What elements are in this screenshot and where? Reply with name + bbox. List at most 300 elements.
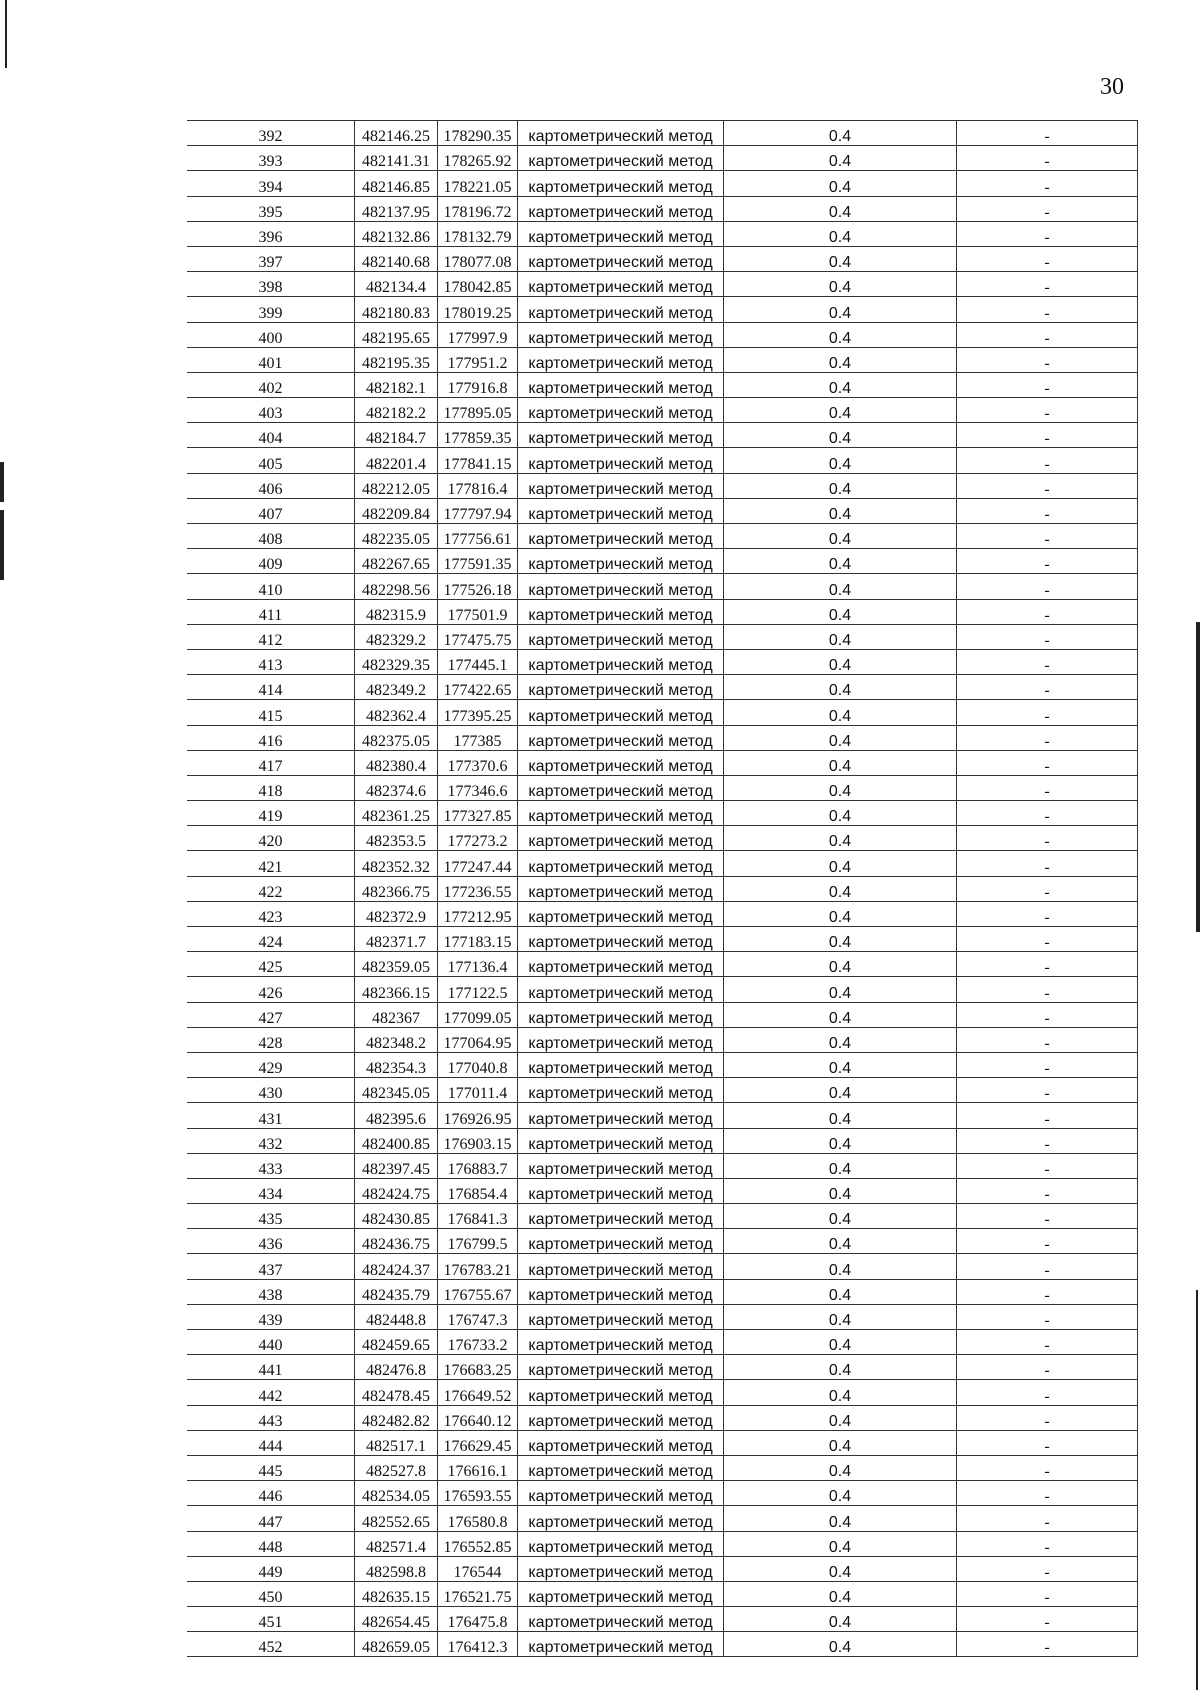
method-cell: картометрический метод [518, 1153, 724, 1178]
x-coordinate-cell: 482146.85 [355, 171, 438, 196]
y-coordinate-cell: 177445.1 [438, 649, 518, 674]
y-coordinate-cell: 177064.95 [438, 1027, 518, 1052]
description-cell: - [957, 1506, 1138, 1531]
table-row [187, 801, 1138, 826]
point-number-cell: 450 [187, 1581, 355, 1606]
x-coordinate-cell: 482195.65 [355, 322, 438, 347]
method-cell: картометрический метод [518, 1481, 724, 1506]
table-row [187, 372, 1138, 397]
method-cell: картометрический метод [518, 1279, 724, 1304]
x-coordinate-cell: 482315.9 [355, 599, 438, 624]
accuracy-cell: 0.4 [724, 1430, 957, 1455]
description-cell: - [957, 1632, 1138, 1657]
accuracy-cell: 0.4 [724, 297, 957, 322]
x-coordinate-cell: 482134.4 [355, 272, 438, 297]
table-row [187, 700, 1138, 725]
point-number-cell: 426 [187, 977, 355, 1002]
method-cell: картометрический метод [518, 927, 724, 952]
point-number-cell: 412 [187, 624, 355, 649]
scan-mark-right-1 [1196, 622, 1200, 932]
x-coordinate-cell: 482141.31 [355, 146, 438, 171]
y-coordinate-cell: 178221.05 [438, 171, 518, 196]
x-coordinate-cell: 482552.65 [355, 1506, 438, 1531]
method-cell: картометрический метод [518, 700, 724, 725]
method-cell: картометрический метод [518, 1304, 724, 1329]
description-cell: - [957, 599, 1138, 624]
table-row [187, 1103, 1138, 1128]
method-cell: картометрический метод [518, 750, 724, 775]
accuracy-cell: 0.4 [724, 246, 957, 271]
scan-mark-right-2 [1196, 1290, 1198, 1690]
x-coordinate-cell: 482400.85 [355, 1128, 438, 1153]
y-coordinate-cell: 177327.85 [438, 801, 518, 826]
description-cell: - [957, 171, 1138, 196]
accuracy-cell: 0.4 [724, 700, 957, 725]
x-coordinate-cell: 482478.45 [355, 1380, 438, 1405]
y-coordinate-cell: 176475.8 [438, 1607, 518, 1632]
x-coordinate-cell: 482345.05 [355, 1078, 438, 1103]
method-cell: картометрический метод [518, 977, 724, 1002]
accuracy-cell: 0.4 [724, 750, 957, 775]
description-cell: - [957, 1481, 1138, 1506]
x-coordinate-cell: 482430.85 [355, 1204, 438, 1229]
point-number-cell: 416 [187, 725, 355, 750]
description-cell: - [957, 1531, 1138, 1556]
table-row [187, 1556, 1138, 1581]
point-number-cell: 439 [187, 1304, 355, 1329]
x-coordinate-cell: 482534.05 [355, 1481, 438, 1506]
y-coordinate-cell: 178265.92 [438, 146, 518, 171]
x-coordinate-cell: 482424.37 [355, 1254, 438, 1279]
description-cell: - [957, 322, 1138, 347]
y-coordinate-cell: 177997.9 [438, 322, 518, 347]
table-row [187, 1128, 1138, 1153]
y-coordinate-cell: 178019.25 [438, 297, 518, 322]
description-cell: - [957, 1128, 1138, 1153]
y-coordinate-cell: 177816.4 [438, 473, 518, 498]
accuracy-cell: 0.4 [724, 801, 957, 826]
description-cell: - [957, 1556, 1138, 1581]
method-cell: картометрический метод [518, 171, 724, 196]
x-coordinate-cell: 482329.35 [355, 649, 438, 674]
x-coordinate-cell: 482352.32 [355, 851, 438, 876]
point-number-cell: 434 [187, 1178, 355, 1203]
method-cell: картометрический метод [518, 1178, 724, 1203]
point-number-cell: 448 [187, 1531, 355, 1556]
method-cell: картометрический метод [518, 952, 724, 977]
y-coordinate-cell: 176783.21 [438, 1254, 518, 1279]
y-coordinate-cell: 177591.35 [438, 549, 518, 574]
point-number-cell: 445 [187, 1455, 355, 1480]
point-number-cell: 408 [187, 524, 355, 549]
point-number-cell: 430 [187, 1078, 355, 1103]
x-coordinate-cell: 482448.8 [355, 1304, 438, 1329]
y-coordinate-cell: 176412.3 [438, 1632, 518, 1657]
point-number-cell: 395 [187, 196, 355, 221]
point-number-cell: 420 [187, 826, 355, 851]
x-coordinate-cell: 482298.56 [355, 574, 438, 599]
point-number-cell: 404 [187, 423, 355, 448]
y-coordinate-cell: 177422.65 [438, 675, 518, 700]
table-row [187, 1279, 1138, 1304]
description-cell: - [957, 1254, 1138, 1279]
description-cell: - [957, 297, 1138, 322]
description-cell: - [957, 448, 1138, 473]
y-coordinate-cell: 178196.72 [438, 196, 518, 221]
method-cell: картометрический метод [518, 675, 724, 700]
x-coordinate-cell: 482371.7 [355, 927, 438, 952]
accuracy-cell: 0.4 [724, 1531, 957, 1556]
point-number-cell: 405 [187, 448, 355, 473]
table-row [187, 1581, 1138, 1606]
table-row [187, 1632, 1138, 1657]
table-row [187, 473, 1138, 498]
x-coordinate-cell: 482517.1 [355, 1430, 438, 1455]
table-row [187, 952, 1138, 977]
table-row [187, 1531, 1138, 1556]
y-coordinate-cell: 176521.75 [438, 1581, 518, 1606]
description-cell: - [957, 801, 1138, 826]
method-cell: картометрический метод [518, 901, 724, 926]
accuracy-cell: 0.4 [724, 398, 957, 423]
x-coordinate-cell: 482482.82 [355, 1405, 438, 1430]
x-coordinate-cell: 482146.25 [355, 121, 438, 146]
accuracy-cell: 0.4 [724, 1128, 957, 1153]
y-coordinate-cell: 177212.95 [438, 901, 518, 926]
table-row [187, 876, 1138, 901]
x-coordinate-cell: 482659.05 [355, 1632, 438, 1657]
y-coordinate-cell: 176683.25 [438, 1355, 518, 1380]
description-cell: - [957, 750, 1138, 775]
description-cell: - [957, 347, 1138, 372]
description-cell: - [957, 977, 1138, 1002]
accuracy-cell: 0.4 [724, 473, 957, 498]
description-cell: - [957, 1002, 1138, 1027]
description-cell: - [957, 372, 1138, 397]
table-row [187, 649, 1138, 674]
method-cell: картометрический метод [518, 498, 724, 523]
description-cell: - [957, 221, 1138, 246]
accuracy-cell: 0.4 [724, 221, 957, 246]
y-coordinate-cell: 176854.4 [438, 1178, 518, 1203]
method-cell: картометрический метод [518, 398, 724, 423]
table-row [187, 1481, 1138, 1506]
method-cell: картометрический метод [518, 322, 724, 347]
coordinates-table-body [187, 121, 1138, 1657]
table-row [187, 1506, 1138, 1531]
x-coordinate-cell: 482397.45 [355, 1153, 438, 1178]
x-coordinate-cell: 482359.05 [355, 952, 438, 977]
accuracy-cell: 0.4 [724, 1027, 957, 1052]
y-coordinate-cell: 177370.6 [438, 750, 518, 775]
point-number-cell: 394 [187, 171, 355, 196]
x-coordinate-cell: 482329.2 [355, 624, 438, 649]
y-coordinate-cell: 176799.5 [438, 1229, 518, 1254]
y-coordinate-cell: 178290.35 [438, 121, 518, 146]
description-cell: - [957, 524, 1138, 549]
description-cell: - [957, 549, 1138, 574]
accuracy-cell: 0.4 [724, 1581, 957, 1606]
table-row [187, 1002, 1138, 1027]
y-coordinate-cell: 178132.79 [438, 221, 518, 246]
description-cell: - [957, 876, 1138, 901]
method-cell: картометрический метод [518, 851, 724, 876]
description-cell: - [957, 1052, 1138, 1077]
method-cell: картометрический метод [518, 775, 724, 800]
table-row [187, 347, 1138, 372]
point-number-cell: 401 [187, 347, 355, 372]
y-coordinate-cell: 176841.3 [438, 1204, 518, 1229]
y-coordinate-cell: 177136.4 [438, 952, 518, 977]
y-coordinate-cell: 177122.5 [438, 977, 518, 1002]
y-coordinate-cell: 177236.55 [438, 876, 518, 901]
accuracy-cell: 0.4 [724, 347, 957, 372]
method-cell: картометрический метод [518, 1229, 724, 1254]
accuracy-cell: 0.4 [724, 121, 957, 146]
table-row [187, 851, 1138, 876]
point-number-cell: 397 [187, 246, 355, 271]
table-row [187, 498, 1138, 523]
x-coordinate-cell: 482137.95 [355, 196, 438, 221]
table-row [187, 146, 1138, 171]
accuracy-cell: 0.4 [724, 1405, 957, 1430]
method-cell: картометрический метод [518, 1355, 724, 1380]
accuracy-cell: 0.4 [724, 549, 957, 574]
accuracy-cell: 0.4 [724, 1481, 957, 1506]
method-cell: картометрический метод [518, 1556, 724, 1581]
table-row [187, 1229, 1138, 1254]
method-cell: картометрический метод [518, 1128, 724, 1153]
y-coordinate-cell: 178077.08 [438, 246, 518, 271]
accuracy-cell: 0.4 [724, 146, 957, 171]
point-number-cell: 443 [187, 1405, 355, 1430]
table-row [187, 574, 1138, 599]
method-cell: картометрический метод [518, 1380, 724, 1405]
point-number-cell: 437 [187, 1254, 355, 1279]
accuracy-cell: 0.4 [724, 272, 957, 297]
x-coordinate-cell: 482201.4 [355, 448, 438, 473]
point-number-cell: 452 [187, 1632, 355, 1657]
x-coordinate-cell: 482132.86 [355, 221, 438, 246]
x-coordinate-cell: 482527.8 [355, 1455, 438, 1480]
table-row [187, 1304, 1138, 1329]
point-number-cell: 417 [187, 750, 355, 775]
method-cell: картометрический метод [518, 1103, 724, 1128]
y-coordinate-cell: 176640.12 [438, 1405, 518, 1430]
accuracy-cell: 0.4 [724, 851, 957, 876]
y-coordinate-cell: 176552.85 [438, 1531, 518, 1556]
x-coordinate-cell: 482654.45 [355, 1607, 438, 1632]
accuracy-cell: 0.4 [724, 1632, 957, 1657]
method-cell: картометрический метод [518, 725, 724, 750]
method-cell: картометрический метод [518, 1052, 724, 1077]
accuracy-cell: 0.4 [724, 1052, 957, 1077]
accuracy-cell: 0.4 [724, 826, 957, 851]
method-cell: картометрический метод [518, 196, 724, 221]
table-row [187, 675, 1138, 700]
scan-mark-left-2 [0, 510, 4, 580]
coordinates-table [187, 120, 1138, 1657]
x-coordinate-cell: 482476.8 [355, 1355, 438, 1380]
accuracy-cell: 0.4 [724, 1506, 957, 1531]
y-coordinate-cell: 176580.8 [438, 1506, 518, 1531]
point-number-cell: 410 [187, 574, 355, 599]
method-cell: картометрический метод [518, 1002, 724, 1027]
table-row [187, 826, 1138, 851]
description-cell: - [957, 624, 1138, 649]
x-coordinate-cell: 482195.35 [355, 347, 438, 372]
point-number-cell: 446 [187, 1481, 355, 1506]
accuracy-cell: 0.4 [724, 675, 957, 700]
point-number-cell: 418 [187, 775, 355, 800]
description-cell: - [957, 775, 1138, 800]
method-cell: картометрический метод [518, 649, 724, 674]
table-row [187, 121, 1138, 146]
method-cell: картометрический метод [518, 826, 724, 851]
accuracy-cell: 0.4 [724, 196, 957, 221]
point-number-cell: 425 [187, 952, 355, 977]
method-cell: картометрический метод [518, 574, 724, 599]
table-row [187, 246, 1138, 271]
table-row [187, 398, 1138, 423]
table-row [187, 221, 1138, 246]
accuracy-cell: 0.4 [724, 1178, 957, 1203]
y-coordinate-cell: 177040.8 [438, 1052, 518, 1077]
x-coordinate-cell: 482598.8 [355, 1556, 438, 1581]
page-number: 30 [1100, 74, 1124, 100]
y-coordinate-cell: 177011.4 [438, 1078, 518, 1103]
accuracy-cell: 0.4 [724, 1607, 957, 1632]
y-coordinate-cell: 176593.55 [438, 1481, 518, 1506]
scan-mark-left-1 [0, 462, 4, 502]
description-cell: - [957, 725, 1138, 750]
point-number-cell: 403 [187, 398, 355, 423]
table-row [187, 196, 1138, 221]
method-cell: картометрический метод [518, 473, 724, 498]
point-number-cell: 409 [187, 549, 355, 574]
point-number-cell: 400 [187, 322, 355, 347]
point-number-cell: 423 [187, 901, 355, 926]
method-cell: картометрический метод [518, 1078, 724, 1103]
method-cell: картометрический метод [518, 1506, 724, 1531]
x-coordinate-cell: 482182.2 [355, 398, 438, 423]
y-coordinate-cell: 177273.2 [438, 826, 518, 851]
description-cell: - [957, 423, 1138, 448]
x-coordinate-cell: 482209.84 [355, 498, 438, 523]
description-cell: - [957, 1581, 1138, 1606]
accuracy-cell: 0.4 [724, 775, 957, 800]
accuracy-cell: 0.4 [724, 1103, 957, 1128]
point-number-cell: 442 [187, 1380, 355, 1405]
x-coordinate-cell: 482375.05 [355, 725, 438, 750]
method-cell: картометрический метод [518, 1607, 724, 1632]
description-cell: - [957, 649, 1138, 674]
accuracy-cell: 0.4 [724, 498, 957, 523]
point-number-cell: 411 [187, 599, 355, 624]
description-cell: - [957, 700, 1138, 725]
method-cell: картометрический метод [518, 246, 724, 271]
method-cell: картометрический метод [518, 297, 724, 322]
method-cell: картометрический метод [518, 1632, 724, 1657]
method-cell: картометрический метод [518, 221, 724, 246]
x-coordinate-cell: 482380.4 [355, 750, 438, 775]
accuracy-cell: 0.4 [724, 1556, 957, 1581]
description-cell: - [957, 398, 1138, 423]
x-coordinate-cell: 482361.25 [355, 801, 438, 826]
y-coordinate-cell: 177951.2 [438, 347, 518, 372]
table-row [187, 1204, 1138, 1229]
accuracy-cell: 0.4 [724, 1355, 957, 1380]
point-number-cell: 424 [187, 927, 355, 952]
method-cell: картометрический метод [518, 801, 724, 826]
point-number-cell: 419 [187, 801, 355, 826]
accuracy-cell: 0.4 [724, 1330, 957, 1355]
accuracy-cell: 0.4 [724, 876, 957, 901]
y-coordinate-cell: 177247.44 [438, 851, 518, 876]
description-cell: - [957, 1455, 1138, 1480]
y-coordinate-cell: 177346.6 [438, 775, 518, 800]
point-number-cell: 407 [187, 498, 355, 523]
x-coordinate-cell: 482374.6 [355, 775, 438, 800]
point-number-cell: 441 [187, 1355, 355, 1380]
description-cell: - [957, 1103, 1138, 1128]
description-cell: - [957, 1405, 1138, 1430]
point-number-cell: 413 [187, 649, 355, 674]
x-coordinate-cell: 482235.05 [355, 524, 438, 549]
x-coordinate-cell: 482424.75 [355, 1178, 438, 1203]
point-number-cell: 451 [187, 1607, 355, 1632]
x-coordinate-cell: 482354.3 [355, 1052, 438, 1077]
y-coordinate-cell: 177183.15 [438, 927, 518, 952]
description-cell: - [957, 901, 1138, 926]
method-cell: картометрический метод [518, 524, 724, 549]
accuracy-cell: 0.4 [724, 1455, 957, 1480]
x-coordinate-cell: 482212.05 [355, 473, 438, 498]
table-row [187, 927, 1138, 952]
x-coordinate-cell: 482367 [355, 1002, 438, 1027]
x-coordinate-cell: 482180.83 [355, 297, 438, 322]
y-coordinate-cell: 177916.8 [438, 372, 518, 397]
table-row [187, 1027, 1138, 1052]
method-cell: картометрический метод [518, 121, 724, 146]
method-cell: картометрический метод [518, 372, 724, 397]
table-row [187, 1078, 1138, 1103]
scan-mark-top-left [5, 0, 7, 68]
point-number-cell: 393 [187, 146, 355, 171]
accuracy-cell: 0.4 [724, 1380, 957, 1405]
method-cell: картометрический метод [518, 1330, 724, 1355]
y-coordinate-cell: 177501.9 [438, 599, 518, 624]
y-coordinate-cell: 177756.61 [438, 524, 518, 549]
method-cell: картометрический метод [518, 599, 724, 624]
y-coordinate-cell: 177385 [438, 725, 518, 750]
description-cell: - [957, 1204, 1138, 1229]
description-cell: - [957, 952, 1138, 977]
y-coordinate-cell: 176629.45 [438, 1430, 518, 1455]
description-cell: - [957, 574, 1138, 599]
description-cell: - [957, 851, 1138, 876]
point-number-cell: 429 [187, 1052, 355, 1077]
accuracy-cell: 0.4 [724, 599, 957, 624]
accuracy-cell: 0.4 [724, 1002, 957, 1027]
x-coordinate-cell: 482362.4 [355, 700, 438, 725]
x-coordinate-cell: 482366.75 [355, 876, 438, 901]
y-coordinate-cell: 176755.67 [438, 1279, 518, 1304]
x-coordinate-cell: 482571.4 [355, 1531, 438, 1556]
description-cell: - [957, 498, 1138, 523]
table-row [187, 549, 1138, 574]
table-row [187, 901, 1138, 926]
